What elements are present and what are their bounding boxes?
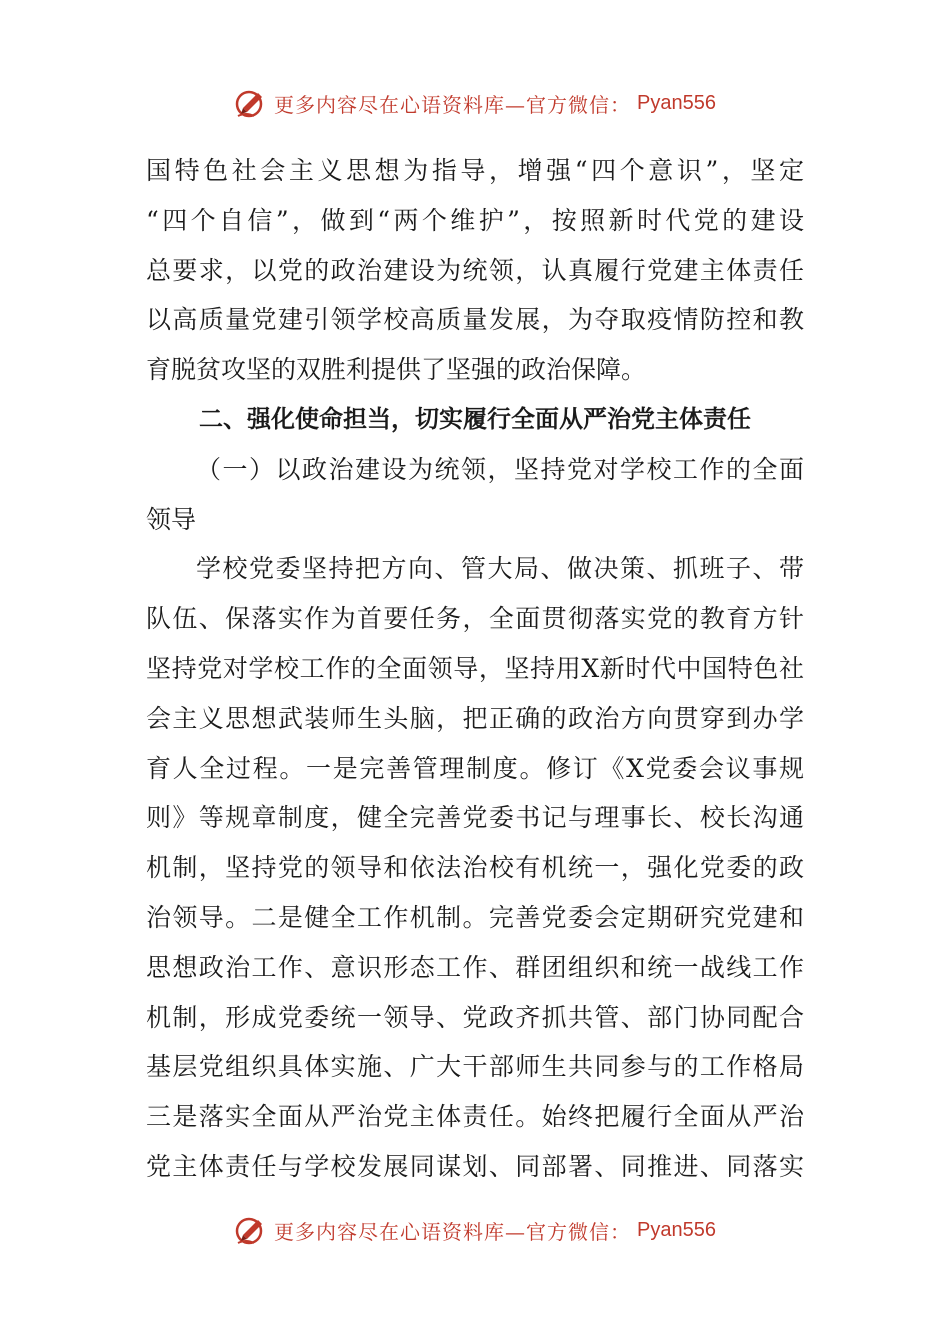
subsection-heading: （一）以政治建设为统领，坚持党对学校工作的全面 bbox=[196, 454, 804, 484]
text-line: 基层党组织具体实施、广大干部师生共同参与的工作格局 bbox=[146, 1052, 804, 1082]
text-line: 思想政治工作、意识形态工作、群团组织和统一战线工作 bbox=[146, 952, 804, 982]
watermark-banner-top bbox=[0, 81, 950, 125]
pen-seal-icon bbox=[234, 86, 268, 120]
document-body bbox=[146, 146, 804, 1192]
text-line: 则》等规章制度，健全完善党委书记与理事长、校长沟通 bbox=[146, 803, 804, 833]
watermark-id: Pyan556 bbox=[637, 91, 716, 114]
subsection-heading-cont: 领导 bbox=[146, 504, 197, 534]
text-line: 队伍、保落实作为首要任务，全面贯彻落实党的教育方针 bbox=[146, 604, 804, 634]
text-line: 育脱贫攻坚的双胜利提供了坚强的政治保障。 bbox=[146, 355, 647, 385]
text-line: 党主体责任与学校发展同谋划、同部署、同推进、同落实 bbox=[146, 1151, 804, 1181]
text-line: 治领导。二是健全工作机制。完善党委会定期研究党建和 bbox=[146, 902, 804, 932]
watermark-text: 更多内容尽在心语资料库—官方微信： bbox=[274, 1219, 632, 1244]
text-line: 三是落实全面从严治党主体责任。始终把履行全面从严治 bbox=[146, 1102, 804, 1132]
watermark-id: Pyan556 bbox=[637, 1218, 716, 1241]
watermark-banner-bottom bbox=[0, 1208, 950, 1252]
section-heading: 二、强化使命担当，切实履行全面从严治党主体责任 bbox=[199, 404, 751, 433]
pen-seal-icon bbox=[234, 1213, 268, 1247]
text-line: “四个自信”，做到“两个维护”，按照新时代党的建设 bbox=[146, 205, 804, 235]
text-line: 育人全过程。一是完善管理制度。修订《X党委会议事规 bbox=[146, 753, 804, 783]
text-line: 机制，形成党委统一领导、党政齐抓共管、部门协同配合 bbox=[146, 1002, 804, 1032]
text-line: 机制，坚持党的领导和依法治校有机统一，强化党委的政 bbox=[146, 853, 804, 883]
text-line: 坚持党对学校工作的全面领导，坚持用X新时代中国特色社 bbox=[146, 653, 804, 683]
text-line: 会主义思想武装师生头脑，把正确的政治方向贯穿到办学 bbox=[146, 703, 804, 733]
text-line: 以高质量党建引领学校高质量发展，为夺取疫情防控和教 bbox=[146, 305, 804, 335]
text-line: 学校党委坚持把方向、管大局、做决策、抓班子、带 bbox=[196, 554, 804, 584]
watermark-text: 更多内容尽在心语资料库—官方微信： bbox=[274, 92, 632, 117]
text-line: 总要求，以党的政治建设为统领，认真履行党建主体责任 bbox=[146, 255, 804, 285]
text-line: 国特色社会主义思想为指导，增强“四个意识”，坚定 bbox=[146, 156, 804, 185]
